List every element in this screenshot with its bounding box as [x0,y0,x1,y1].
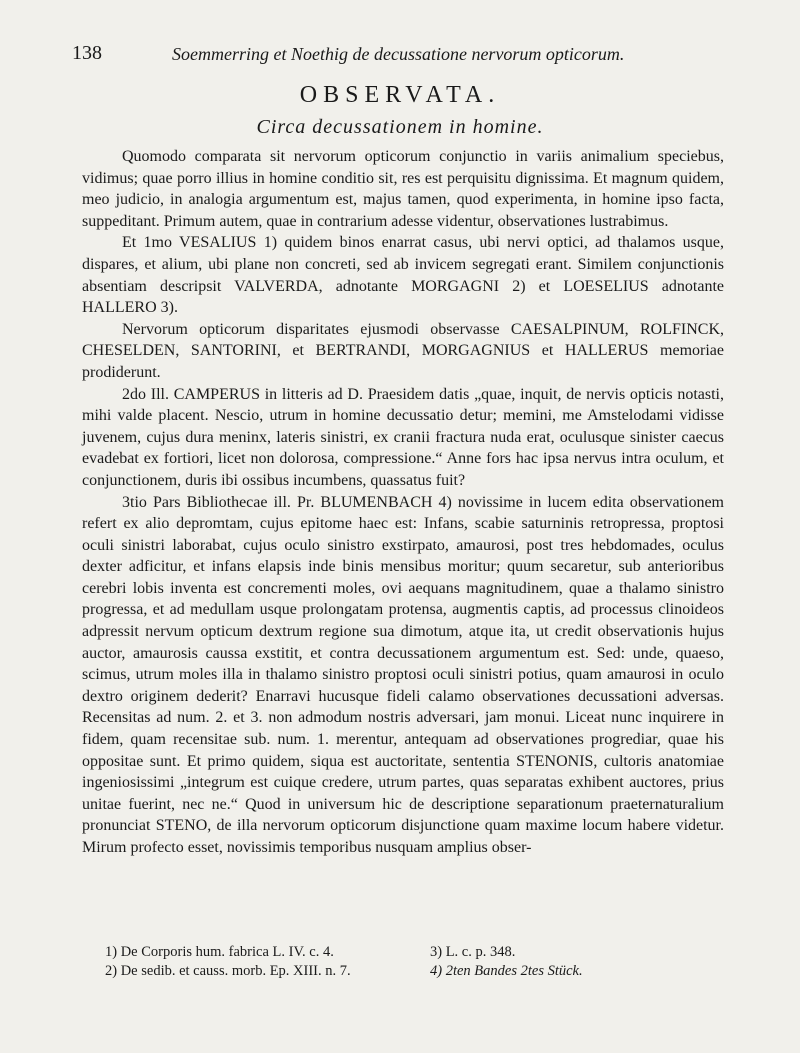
section-title: OBSERVATA. [299,82,501,108]
running-title: Soemmerring et Noethig de decussatione nervorum opticorum. [172,44,625,64]
page-number: 138 [72,42,102,64]
footnote-1: 1) De Corporis hum. fabrica L. IV. c. 4. [105,944,334,960]
paragraph-1: Quomodo comparata sit nervorum opticorum conjunctio in variis animalium speciebus, vidimus; quae porro illius in homine conditio sit, res est perquisitu dignissima. Et magnum quidem, meo judicio, in analogia argumentum est, majus tamen, quod experimenta, in homine ipso facta, suppeditant. Primum autem, quae in contrarium adesse videntur, observationes lustrabimus. [82,148,724,230]
body-text [82,146,724,859]
paragraph-5: 3tio Pars Bibliothecae ill. Pr. BLUMENBACH 4) novissime in lucem edita observationem refert ex alio depromtam, cujus epitome haec est: Infans, scabie saturninis retropressa, proptosi oculi sinistri laborabat, cujus oculo sinistro exstirpato, amaurosi, post tres hebdomades, oculus dexter adficitur, et infans elapsis inde binis mensibus moritur; quum secaretur, sub anterioribus cerebri lobis inventa est concrementi moles, ovi aequans magnitudinem, quae a thalamo sinistro progressa, et ad medullam usque prolongatam protensa, augmentis captis, ad processus clinoideos adpressit nervum opticum dextrum regione sua dimotum, atque ita, ut credit observationis hujus auctor, amaurosis caussa exstitit, et contra decussationem argumentum est. Sed: unde, quaeso, scimus, utrum moles illa in thalamo sinistro proptosi oculi sinistri potius, quam amaurosi in oculo dextro originem dederit? Enarravi hucusque fideli calamo observationes decussationi adversas. Recensitas ad num. 2. et 3. non admodum nostris adversari, jam monui. Liceat nunc inquirere in fidem, quam recensitae sub. num. 1. merentur, antequam ad observationes progrediar, quae his oppositae sunt. Et primo quidem, siqua est auctoritate, sententia STENONIS, cultoris anatomiae ingeniosissimi „integrum est cuique credere, utrum partes, quas separatas exhibent auctores, prius unitae fuerint, nec ne.“ Quod in universum hic de descriptione separationum praeternaturalium pronunciat STENO, de illa nervorum opticorum disjunctione quam maxime locum habere videtur. Mirum profecto esset, novissimis temporibus nusquam amplius obser- [82,493,724,856]
footnote-4: 4) 2ten Bandes 2tes Stück. [430,963,583,979]
paragraph-4: 2do Ill. CAMPERUS in litteris ad D. Praesidem datis „quae, inquit, de nervis opticis notasti, mihi valde placent. Nescio, utrum in homine decussatio detur; memini, me Amstelodami vidisse juvenem, cujus dura meninx, lateris sinistri, ex cranii fractura nuda erat, oculusque sinister caecus evadebat ex fortiori, licet non dolorosa, compressione.“ Anne fors hac ipsa nervus intra oculum, et conjunctionem, duris ibi ossibus incumbens, quassatus fuit? [82,385,724,489]
paragraph-2: Et 1mo VESALIUS 1) quidem binos enarrat casus, ubi nervi optici, ad thalamos usque, dispares, et alium, ubi plane non concreti, sed ab invicem segregati erant. Similem conjunctionis absentiam descripsit VALVERDA, adnotante MORGAGNI 2) et LOESELIUS adnotante HALLERO 3). [82,234,724,317]
paragraph-3: Nervorum opticorum disparitates ejusmodi observasse CAESALPINUM, ROLFINCK, CHESELDEN, SANTORINI, et BERTRANDI, MORGAGNIUS et HALLERUS memoriae prodiderunt. [82,320,724,381]
footnotes [105,944,665,984]
footnote-3: 3) L. c. p. 348. [430,944,516,960]
page-header [72,38,730,68]
footnote-2: 2) De sedib. et causs. morb. Ep. XIII. n. 7. [105,963,351,979]
section-subtitle: Circa decussationem in homine. [256,116,544,138]
